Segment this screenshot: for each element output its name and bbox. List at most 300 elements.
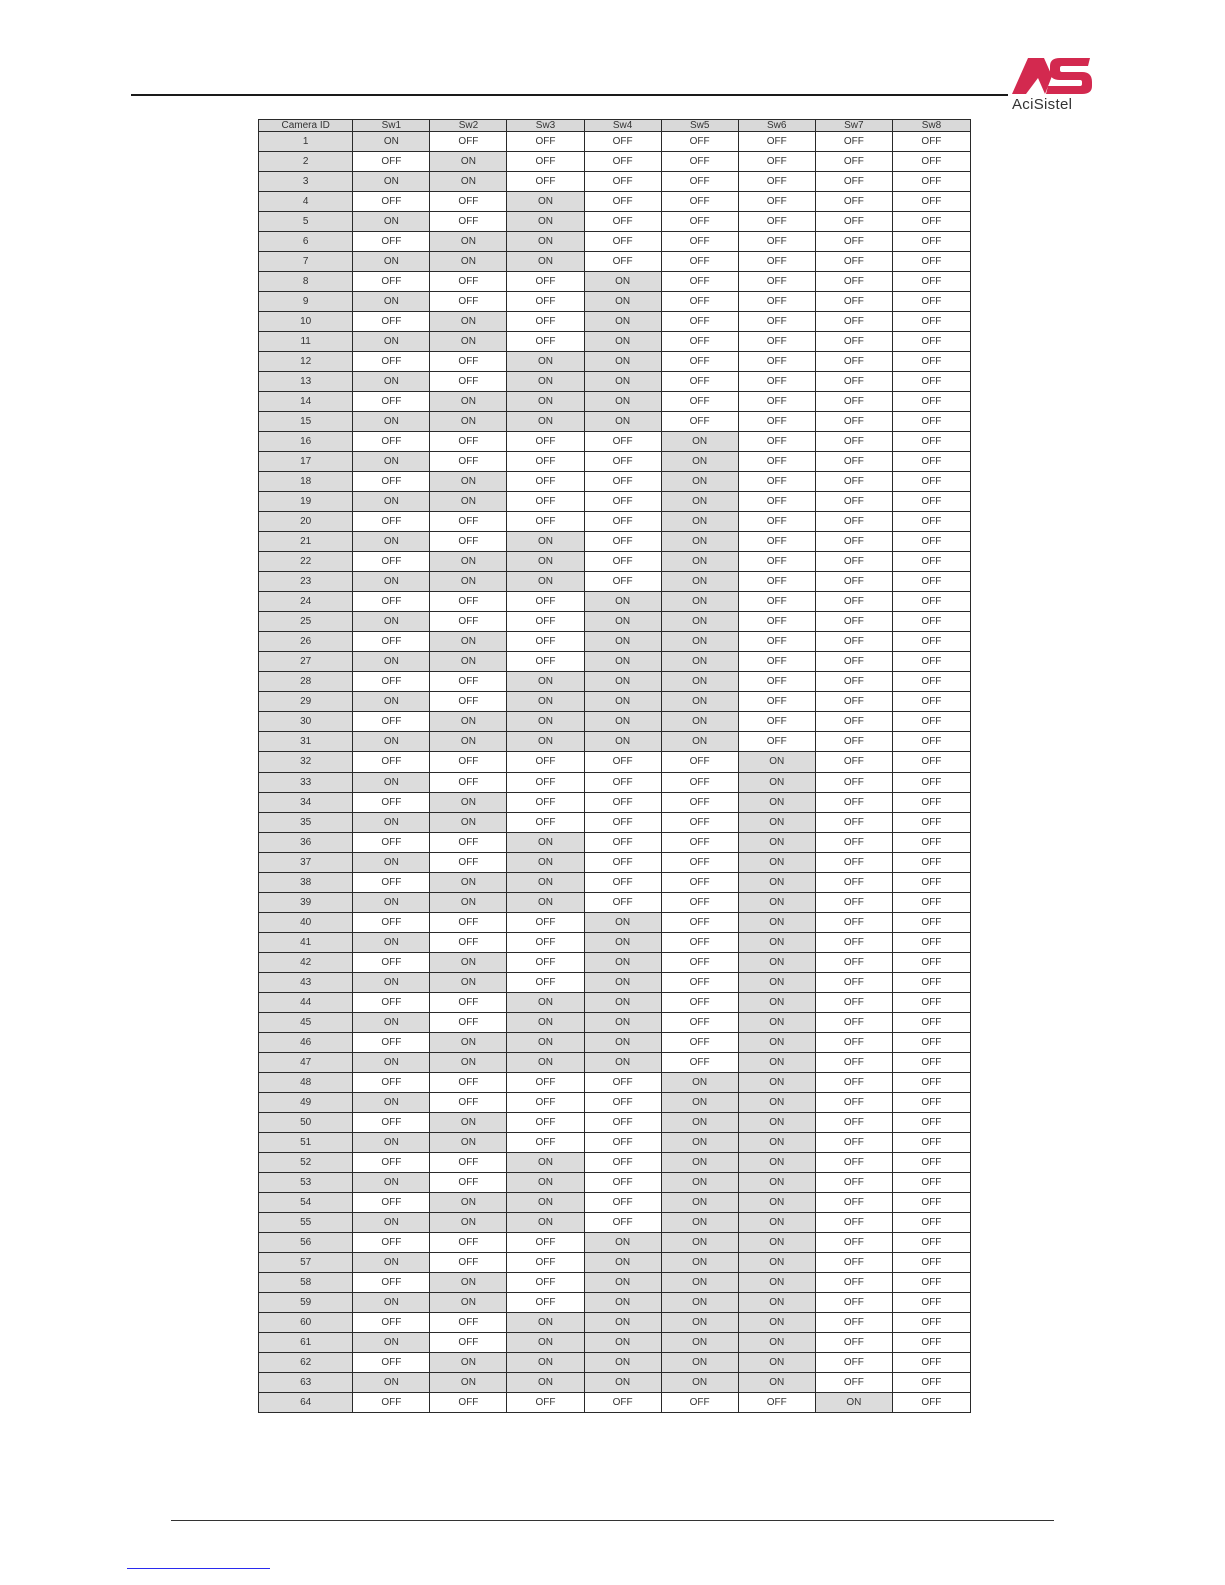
switch-state-cell: OFF <box>661 232 738 252</box>
switch-state-cell: ON <box>584 372 661 392</box>
switch-state-cell: ON <box>661 1332 738 1352</box>
switch-state-cell: OFF <box>892 712 970 732</box>
camera-id-cell: 40 <box>259 912 353 932</box>
switch-state-cell: OFF <box>353 912 430 932</box>
switch-state-cell: ON <box>738 952 815 972</box>
switch-state-cell: ON <box>507 1212 584 1232</box>
camera-id-cell: 39 <box>259 892 353 912</box>
switch-state-cell: ON <box>507 1012 584 1032</box>
switch-state-cell: ON <box>353 1092 430 1112</box>
switch-state-cell: ON <box>507 212 584 232</box>
switch-state-cell: OFF <box>430 592 507 612</box>
switch-state-cell: OFF <box>738 132 815 152</box>
switch-state-cell: ON <box>430 312 507 332</box>
switch-state-cell: OFF <box>507 812 584 832</box>
table-row <box>259 972 971 992</box>
switch-state-cell: ON <box>353 1372 430 1392</box>
table-row <box>259 332 971 352</box>
switch-state-cell: OFF <box>430 452 507 472</box>
switch-state-cell: ON <box>353 412 430 432</box>
switch-state-cell: ON <box>430 1212 507 1232</box>
switch-state-cell: OFF <box>815 1092 892 1112</box>
switch-state-cell: ON <box>738 1192 815 1212</box>
table-row <box>259 872 971 892</box>
table-row <box>259 892 971 912</box>
table-row <box>259 832 971 852</box>
switch-state-cell: OFF <box>507 972 584 992</box>
switch-state-cell: OFF <box>892 432 970 452</box>
switch-state-cell: ON <box>661 432 738 452</box>
switch-state-cell: ON <box>430 652 507 672</box>
switch-state-cell: ON <box>353 252 430 272</box>
switch-state-cell: ON <box>353 1212 430 1232</box>
switch-state-cell: OFF <box>738 352 815 372</box>
switch-state-cell: ON <box>661 532 738 552</box>
switch-state-cell: OFF <box>353 1392 430 1412</box>
switch-state-cell: OFF <box>584 572 661 592</box>
switch-state-cell: ON <box>584 1252 661 1272</box>
switch-state-cell: OFF <box>507 1252 584 1272</box>
column-header: Sw8 <box>892 120 970 132</box>
switch-state-cell: OFF <box>584 192 661 212</box>
switch-state-cell: OFF <box>584 872 661 892</box>
switch-state-cell: ON <box>661 472 738 492</box>
table-row <box>259 1352 971 1372</box>
camera-id-cell: 47 <box>259 1052 353 1072</box>
camera-id-cell: 54 <box>259 1192 353 1212</box>
switch-state-cell: OFF <box>892 992 970 1012</box>
switch-state-cell: OFF <box>815 892 892 912</box>
switch-state-cell: ON <box>661 1352 738 1372</box>
switch-state-cell: OFF <box>738 212 815 232</box>
switch-state-cell: OFF <box>892 452 970 472</box>
switch-state-cell: OFF <box>430 192 507 212</box>
switch-state-cell: OFF <box>661 172 738 192</box>
table-row <box>259 412 971 432</box>
camera-id-cell: 2 <box>259 152 353 172</box>
switch-state-cell: ON <box>738 1012 815 1032</box>
switch-state-cell: OFF <box>353 952 430 972</box>
switch-state-cell: ON <box>430 632 507 652</box>
switch-state-cell: OFF <box>892 1312 970 1332</box>
table-row <box>259 1172 971 1192</box>
camera-id-cell: 49 <box>259 1092 353 1112</box>
switch-state-cell: OFF <box>507 1292 584 1312</box>
table-row <box>259 652 971 672</box>
switch-state-cell: ON <box>353 772 430 792</box>
switch-state-cell: OFF <box>892 392 970 412</box>
switch-state-cell: ON <box>584 672 661 692</box>
switch-state-cell: OFF <box>815 772 892 792</box>
switch-state-cell: ON <box>507 372 584 392</box>
switch-state-cell: OFF <box>815 592 892 612</box>
switch-state-cell: OFF <box>430 212 507 232</box>
switch-state-cell: OFF <box>507 912 584 932</box>
switch-state-cell: ON <box>353 1132 430 1152</box>
switch-state-cell: OFF <box>892 772 970 792</box>
camera-id-cell: 32 <box>259 752 353 772</box>
camera-id-cell: 30 <box>259 712 353 732</box>
switch-state-cell: ON <box>430 1352 507 1372</box>
switch-state-cell: OFF <box>430 1332 507 1352</box>
switch-state-cell: OFF <box>892 1292 970 1312</box>
switch-state-cell: OFF <box>430 532 507 552</box>
switch-state-cell: OFF <box>815 992 892 1012</box>
switch-state-cell: ON <box>353 492 430 512</box>
switch-state-cell: ON <box>661 1132 738 1152</box>
switch-state-cell: ON <box>584 952 661 972</box>
switch-state-cell: OFF <box>661 132 738 152</box>
switch-state-cell: ON <box>353 1332 430 1352</box>
table-row <box>259 1032 971 1052</box>
switch-state-cell: OFF <box>507 752 584 772</box>
switch-state-cell: OFF <box>661 932 738 952</box>
switch-state-cell: OFF <box>815 1212 892 1232</box>
table-row <box>259 232 971 252</box>
switch-state-cell: OFF <box>430 1232 507 1252</box>
switch-state-cell: OFF <box>507 1092 584 1112</box>
footer-link-underline[interactable] <box>127 1568 270 1569</box>
switch-state-cell: OFF <box>892 1012 970 1032</box>
switch-state-cell: OFF <box>584 892 661 912</box>
switch-state-cell: ON <box>661 652 738 672</box>
switch-state-cell: ON <box>584 332 661 352</box>
switch-state-cell: ON <box>430 1112 507 1132</box>
camera-id-cell: 1 <box>259 132 353 152</box>
switch-state-cell: ON <box>353 732 430 752</box>
switch-state-cell: OFF <box>738 652 815 672</box>
table-row <box>259 432 971 452</box>
switch-state-cell: OFF <box>507 272 584 292</box>
switch-state-cell: ON <box>353 892 430 912</box>
table-row <box>259 1312 971 1332</box>
switch-state-cell: OFF <box>892 132 970 152</box>
switch-state-cell: OFF <box>738 692 815 712</box>
switch-state-cell: OFF <box>892 372 970 392</box>
switch-state-cell: OFF <box>507 152 584 172</box>
table-row <box>259 212 971 232</box>
switch-state-cell: OFF <box>892 1172 970 1192</box>
table-row <box>259 492 971 512</box>
table-row <box>259 272 971 292</box>
switch-state-cell: OFF <box>584 1212 661 1232</box>
switch-state-cell: OFF <box>738 1392 815 1412</box>
switch-state-cell: OFF <box>584 552 661 572</box>
switch-state-cell: ON <box>661 552 738 572</box>
switch-state-cell: OFF <box>892 1392 970 1412</box>
switch-state-cell: OFF <box>430 912 507 932</box>
switch-state-cell: OFF <box>738 492 815 512</box>
switch-state-cell: OFF <box>815 1252 892 1272</box>
switch-state-cell: ON <box>353 212 430 232</box>
switch-state-cell: OFF <box>738 232 815 252</box>
table-row <box>259 752 971 772</box>
logo-mark-icon <box>1012 58 1092 94</box>
switch-state-cell: ON <box>738 1232 815 1252</box>
camera-id-cell: 17 <box>259 452 353 472</box>
switch-state-cell: OFF <box>815 612 892 632</box>
switch-state-cell: OFF <box>815 192 892 212</box>
switch-state-cell: OFF <box>353 1232 430 1252</box>
switch-state-cell: ON <box>738 972 815 992</box>
switch-state-cell: OFF <box>892 412 970 432</box>
switch-state-cell: ON <box>430 792 507 812</box>
switch-state-cell: ON <box>738 892 815 912</box>
switch-state-cell: OFF <box>353 1312 430 1332</box>
switch-state-cell: OFF <box>430 1092 507 1112</box>
table-row <box>259 672 971 692</box>
switch-state-cell: ON <box>738 1032 815 1052</box>
switch-state-cell: OFF <box>892 272 970 292</box>
switch-state-cell: OFF <box>430 292 507 312</box>
switch-state-cell: OFF <box>738 452 815 472</box>
switch-state-cell: OFF <box>892 212 970 232</box>
switch-state-cell: ON <box>430 812 507 832</box>
table-row <box>259 1272 971 1292</box>
switch-state-cell: OFF <box>507 1232 584 1252</box>
table-row <box>259 292 971 312</box>
switch-state-cell: OFF <box>815 1012 892 1032</box>
switch-state-cell: OFF <box>584 1092 661 1112</box>
switch-state-cell: ON <box>738 872 815 892</box>
switch-state-cell: OFF <box>584 1152 661 1172</box>
camera-id-cell: 7 <box>259 252 353 272</box>
switch-state-cell: ON <box>661 1092 738 1112</box>
switch-state-cell: OFF <box>661 412 738 432</box>
switch-state-cell: ON <box>661 1152 738 1172</box>
switch-state-cell: OFF <box>584 492 661 512</box>
switch-state-cell: ON <box>430 172 507 192</box>
switch-state-cell: OFF <box>584 1112 661 1132</box>
switch-state-cell: ON <box>430 732 507 752</box>
switch-state-cell: ON <box>430 1292 507 1312</box>
switch-state-cell: ON <box>738 1352 815 1372</box>
column-header: Sw5 <box>661 120 738 132</box>
switch-state-cell: ON <box>661 1312 738 1332</box>
switch-state-cell: OFF <box>507 632 584 652</box>
switch-state-cell: ON <box>507 252 584 272</box>
camera-id-cell: 63 <box>259 1372 353 1392</box>
switch-state-cell: OFF <box>892 752 970 772</box>
switch-state-cell: OFF <box>507 292 584 312</box>
switch-state-cell: OFF <box>892 592 970 612</box>
switch-state-cell: OFF <box>738 552 815 572</box>
table-body <box>259 132 971 1413</box>
switch-state-cell: OFF <box>353 672 430 692</box>
camera-id-cell: 37 <box>259 852 353 872</box>
table-row <box>259 712 971 732</box>
table-row <box>259 1292 971 1312</box>
switch-state-cell: ON <box>661 1072 738 1092</box>
camera-id-cell: 36 <box>259 832 353 852</box>
camera-id-cell: 58 <box>259 1272 353 1292</box>
switch-state-cell: ON <box>738 792 815 812</box>
switch-state-cell: ON <box>507 412 584 432</box>
table-row <box>259 1212 971 1232</box>
table-row <box>259 452 971 472</box>
switch-state-cell: OFF <box>353 232 430 252</box>
switch-state-cell: ON <box>353 812 430 832</box>
switch-state-cell: ON <box>507 572 584 592</box>
switch-state-cell: ON <box>507 692 584 712</box>
switch-state-cell: OFF <box>353 512 430 532</box>
switch-state-cell: OFF <box>584 1132 661 1152</box>
logo-wordmark: AciSistel <box>1012 96 1073 113</box>
switch-state-cell: ON <box>430 1192 507 1212</box>
switch-state-cell: OFF <box>738 252 815 272</box>
camera-id-cell: 28 <box>259 672 353 692</box>
switch-state-cell: OFF <box>892 732 970 752</box>
switch-state-cell: ON <box>584 632 661 652</box>
switch-state-cell: OFF <box>430 1392 507 1412</box>
table-row <box>259 1012 971 1032</box>
switch-state-cell: OFF <box>892 1112 970 1132</box>
switch-state-cell: OFF <box>430 352 507 372</box>
switch-state-cell: OFF <box>661 952 738 972</box>
switch-state-cell: ON <box>507 1332 584 1352</box>
switch-state-cell: OFF <box>661 1052 738 1072</box>
switch-state-cell: OFF <box>892 512 970 532</box>
switch-state-cell: ON <box>661 1112 738 1132</box>
switch-state-cell: OFF <box>892 1252 970 1272</box>
switch-state-cell: ON <box>353 132 430 152</box>
switch-state-cell: OFF <box>738 612 815 632</box>
table-row <box>259 572 971 592</box>
switch-state-cell: OFF <box>661 992 738 1012</box>
switch-state-cell: OFF <box>738 472 815 492</box>
camera-id-cell: 21 <box>259 532 353 552</box>
switch-state-cell: ON <box>661 672 738 692</box>
switch-state-cell: OFF <box>353 1152 430 1172</box>
camera-id-cell: 19 <box>259 492 353 512</box>
table-row <box>259 1392 971 1412</box>
switch-state-cell: OFF <box>353 592 430 612</box>
switch-state-cell: ON <box>507 1152 584 1172</box>
switch-state-cell: OFF <box>584 452 661 472</box>
switch-state-cell: OFF <box>430 1252 507 1272</box>
camera-id-cell: 33 <box>259 772 353 792</box>
switch-state-cell: ON <box>584 912 661 932</box>
camera-id-cell: 29 <box>259 692 353 712</box>
switch-state-cell: OFF <box>815 652 892 672</box>
switch-state-cell: OFF <box>815 272 892 292</box>
switch-state-cell: OFF <box>584 772 661 792</box>
switch-state-cell: ON <box>584 1292 661 1312</box>
switch-state-cell: ON <box>353 332 430 352</box>
switch-state-cell: ON <box>584 1032 661 1052</box>
switch-state-cell: OFF <box>815 932 892 952</box>
switch-state-cell: OFF <box>507 312 584 332</box>
switch-state-cell: OFF <box>507 172 584 192</box>
camera-id-cell: 3 <box>259 172 353 192</box>
table-row <box>259 912 971 932</box>
switch-state-cell: ON <box>584 692 661 712</box>
switch-state-cell: OFF <box>507 452 584 472</box>
switch-state-cell: OFF <box>815 1292 892 1312</box>
table-row <box>259 792 971 812</box>
table-row <box>259 1332 971 1352</box>
switch-state-cell: ON <box>738 1072 815 1092</box>
switch-state-cell: ON <box>507 1032 584 1052</box>
switch-state-cell: ON <box>430 332 507 352</box>
switch-state-cell: OFF <box>507 1272 584 1292</box>
switch-state-cell: OFF <box>892 1212 970 1232</box>
switch-state-cell: OFF <box>353 712 430 732</box>
camera-id-cell: 43 <box>259 972 353 992</box>
column-header: Sw2 <box>430 120 507 132</box>
switch-state-cell: ON <box>584 1232 661 1252</box>
switch-state-cell: OFF <box>738 672 815 692</box>
switch-state-cell: OFF <box>738 312 815 332</box>
switch-state-cell: OFF <box>353 752 430 772</box>
switch-state-cell: ON <box>430 1132 507 1152</box>
switch-state-cell: OFF <box>353 352 430 372</box>
camera-id-cell: 61 <box>259 1332 353 1352</box>
switch-state-cell: OFF <box>430 132 507 152</box>
switch-state-cell: ON <box>430 1372 507 1392</box>
switch-state-cell: ON <box>584 392 661 412</box>
switch-state-cell: ON <box>738 1052 815 1072</box>
table-row <box>259 372 971 392</box>
switch-state-cell: ON <box>430 972 507 992</box>
acisistel-logo <box>1008 58 1096 114</box>
switch-state-cell: OFF <box>507 492 584 512</box>
switch-state-cell: ON <box>507 1372 584 1392</box>
switch-state-cell: ON <box>738 1312 815 1332</box>
switch-state-cell: ON <box>353 612 430 632</box>
switch-state-cell: OFF <box>892 912 970 932</box>
table-row <box>259 532 971 552</box>
switch-state-cell: ON <box>584 612 661 632</box>
switch-state-cell: OFF <box>353 992 430 1012</box>
switch-state-cell: OFF <box>815 252 892 272</box>
switch-state-cell: OFF <box>892 972 970 992</box>
switch-state-cell: ON <box>661 1272 738 1292</box>
column-header: Sw4 <box>584 120 661 132</box>
switch-state-cell: ON <box>353 1052 430 1072</box>
camera-id-cell: 57 <box>259 1252 353 1272</box>
switch-state-cell: ON <box>661 1372 738 1392</box>
switch-state-cell: OFF <box>892 1272 970 1292</box>
switch-state-cell: OFF <box>892 192 970 212</box>
switch-state-cell: ON <box>584 932 661 952</box>
switch-state-cell: OFF <box>815 1032 892 1052</box>
switch-state-cell: OFF <box>661 252 738 272</box>
table-row <box>259 192 971 212</box>
camera-id-cell: 55 <box>259 1212 353 1232</box>
switch-state-cell: OFF <box>815 632 892 652</box>
switch-state-cell: ON <box>738 1332 815 1352</box>
switch-state-cell: OFF <box>507 792 584 812</box>
switch-state-cell: OFF <box>661 852 738 872</box>
switch-state-cell: OFF <box>661 1012 738 1032</box>
switch-state-cell: OFF <box>430 432 507 452</box>
table-row <box>259 932 971 952</box>
table-row <box>259 952 971 972</box>
camera-id-cell: 4 <box>259 192 353 212</box>
switch-state-cell: OFF <box>738 172 815 192</box>
switch-state-cell: ON <box>430 152 507 172</box>
switch-state-cell: ON <box>661 492 738 512</box>
table-row <box>259 352 971 372</box>
camera-id-cell: 62 <box>259 1352 353 1372</box>
switch-state-cell: OFF <box>661 352 738 372</box>
switch-state-cell: ON <box>430 892 507 912</box>
camera-id-cell: 22 <box>259 552 353 572</box>
switch-state-cell: OFF <box>738 412 815 432</box>
switch-state-cell: ON <box>661 732 738 752</box>
switch-state-cell: OFF <box>507 432 584 452</box>
